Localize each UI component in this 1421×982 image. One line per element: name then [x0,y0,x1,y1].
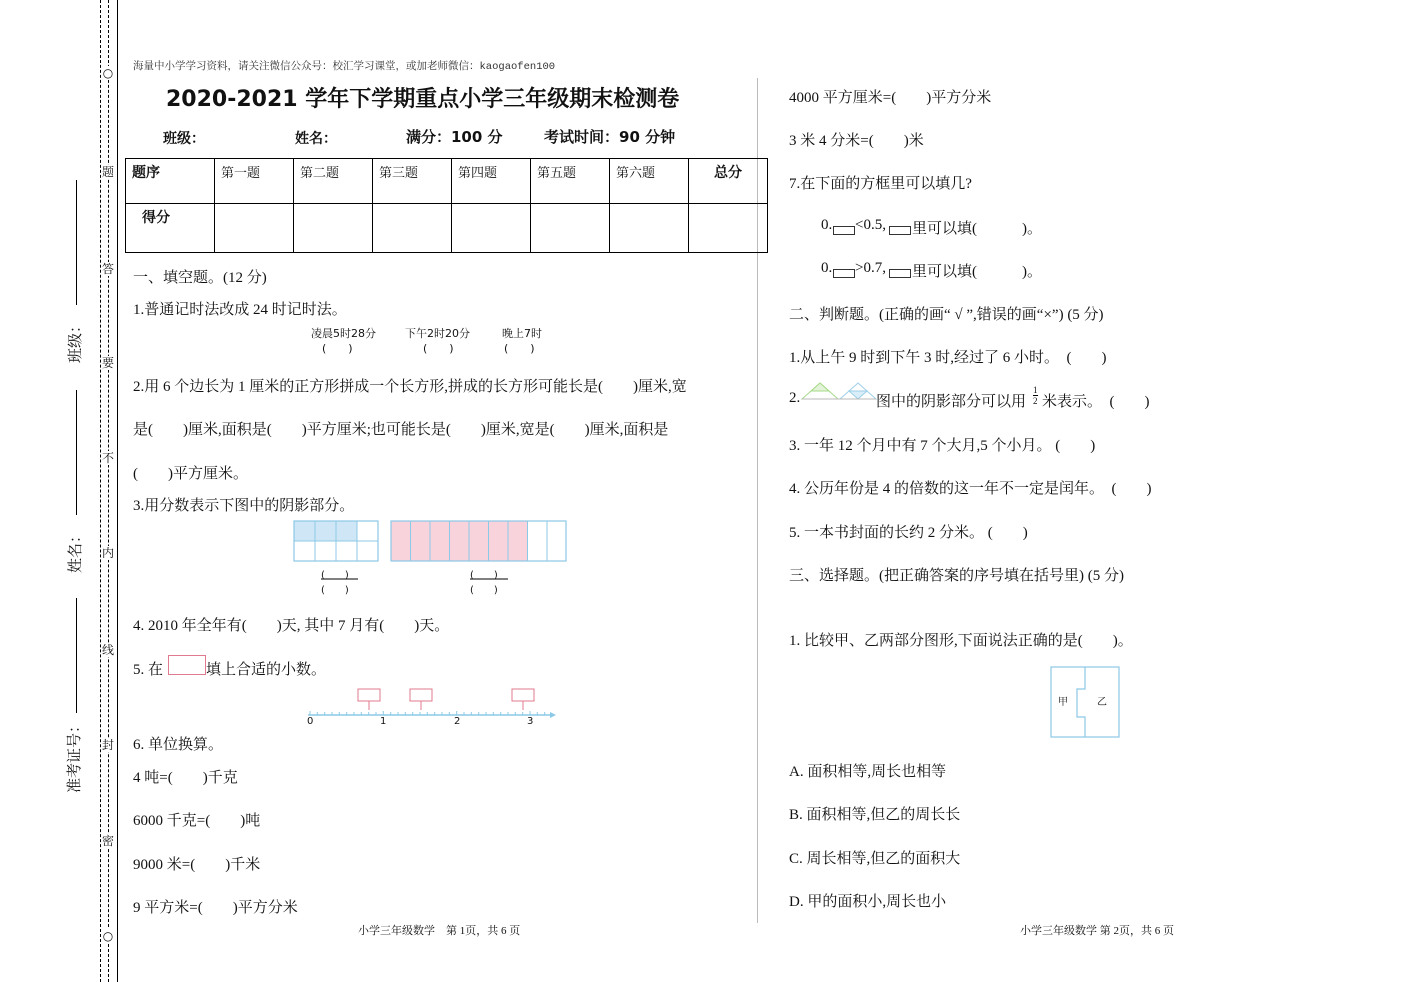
binding-exam-number-label: 准考证号： [65,717,84,794]
choice-option-b[interactable]: B. 面积相等,但乙的周长长 [789,807,961,823]
q7b-middle: >0.7, [855,260,886,276]
fraction-denominator: 2 [1033,396,1038,406]
seal-char: ○ [102,66,114,80]
judge-item-2-end: 米表示。 ( ) [1042,394,1150,410]
score-cell[interactable] [610,204,689,253]
footer-page-1: 小学三年级数学 第 1页，共 6 页 [358,925,521,937]
score-header: 第四题 [452,159,531,204]
pink-strip-figure [391,521,566,561]
q7b-prefix: 0. [821,260,833,276]
conversion-item: 9000 米=( )千米 [133,857,261,873]
q7a-suffix: 里可以填( )。 [912,221,1042,237]
fraction-denominator-paren[interactable]: ( ) [470,585,498,596]
header-note: 海量中小学学习资料，请关注微信公众号：校汇学习课堂，或加老师微信：kaogaofen100 [133,61,556,73]
answer-box [168,655,206,675]
yi-label: 乙 [1097,697,1107,708]
fraction-numerator-paren[interactable]: ( ) [321,570,349,581]
numline-label: 0 [307,716,314,727]
fraction-denominator-paren[interactable]: ( ) [321,585,349,596]
section-2-heading: 二、判断题。(正确的画“ √ ”,错误的画“×”) (5 分) [789,307,1104,323]
q7a-prefix: 0. [821,217,833,233]
judge-item-5: 5. 一本书封面的长约 2 分米。 ( ) [789,525,1028,541]
info-class: 班级： [163,131,205,147]
fraction-half [1033,385,1038,406]
score-header: 第三题 [373,159,452,204]
binding-name-label: 姓名： [66,527,85,574]
question-2-line-2: 是( )厘米,面积是( )平方厘米;也可能长是( )厘米,宽是( )厘米,面积是 [133,422,669,438]
seal-char: 要 [101,356,114,370]
question-4: 4. 2010 年全年有( )天, 其中 7 月有( )天。 [133,618,450,634]
info-name: 姓名： [295,131,337,147]
section-3-heading: 三、选择题。(把正确答案的序号填在括号里) (5 分) [789,568,1124,584]
seal-char: 封 [101,738,114,752]
triangles-figure [801,382,877,400]
time-item: 下午2时20分 [405,327,470,340]
judge-item-2-prefix: 2. [789,390,801,406]
question-2-line-1: 2.用 6 个边长为 1 厘米的正方形拼成一个长方形,拼成的长方形可能长是( )厘米,宽 [133,379,687,395]
fraction-numerator-paren[interactable]: ( ) [470,570,498,581]
question-6: 6. 单位换算。 [133,737,224,753]
answer-box[interactable] [833,226,855,235]
seal-char: 密 [101,834,114,848]
jia-label: 甲 [1058,697,1068,708]
numline-label: 1 [380,716,387,727]
binding-solid-line [117,0,118,982]
conversion-item: 4 吨=( )千克 [133,770,238,786]
question-3: 3.用分数表示下图中的阴影部分。 [133,498,355,514]
name-blank-line [76,390,77,515]
score-header: 第二题 [294,159,373,204]
page-title: 2020-2021 学年下学期重点小学三年级期末检测卷 [166,87,680,112]
question-2-line-3: ( )平方厘米。 [133,466,248,482]
question-5-prefix: 5. 在 [133,662,164,678]
time-item: 晚上7时 [502,327,542,340]
judge-item-4: 4. 公历年份是 4 的倍数的这一年不一定是闰年。 ( ) [789,481,1152,497]
question-7: 7.在下面的方框里可以填几? [789,176,972,192]
time-item: 凌晨5时28分 [311,327,376,340]
question-1: 1.普通记时法改成 24 时记时法。 [133,302,347,318]
blue-grid-figure [294,521,378,561]
score-cell[interactable] [215,204,294,253]
exam-number-blank-line [76,598,77,713]
question-5-suffix: 填上合适的小数。 [206,662,327,678]
seal-char: 内 [101,546,114,560]
q7b-suffix: 里可以填( )。 [912,264,1042,280]
conversion-item: 3 米 4 分米=( )米 [789,133,924,149]
answer-box[interactable] [833,269,855,278]
numline-label: 2 [454,716,461,727]
choice-question-1: 1. 比较甲、乙两部分图形,下面说法正确的是( )。 [789,633,1133,649]
score-table [125,158,768,253]
binding-class-label: 班级： [66,317,85,364]
info-full-score: 满分：100 分 [406,128,503,146]
class-blank-line [76,180,77,305]
seal-char: 线 [101,643,114,657]
seal-char: 答 [101,262,114,276]
score-cell[interactable] [689,204,768,253]
answer-paren[interactable]: ( ) [423,342,454,355]
choice-option-c[interactable]: C. 周长相等,但乙的面积大 [789,851,961,867]
conversion-item: 4000 平方厘米=( )平方分米 [789,90,992,106]
answer-box[interactable] [889,226,911,235]
seal-char: ○ [102,929,114,943]
score-header: 第一题 [215,159,294,204]
answer-box[interactable] [889,269,911,278]
choice-option-a[interactable]: A. 面积相等,周长也相等 [789,764,947,780]
answer-paren[interactable]: ( ) [504,342,535,355]
judge-item-3: 3. 一年 12 个月中有 7 个大月,5 个小月。 ( ) [789,438,1096,454]
info-exam-time: 考试时间：90 分钟 [544,128,676,146]
conversion-item: 9 平方米=( )平方分米 [133,900,298,916]
number-line [300,686,560,732]
judge-item-1: 1.从上午 9 时到下午 3 时,经过了 6 小时。 ( ) [789,350,1107,366]
judge-item-2-text: 图中的阴影部分可以用 [876,394,1027,410]
q7a-middle: <0.5, [855,217,886,233]
score-cell[interactable] [294,204,373,253]
score-header: 第六题 [610,159,689,204]
choice-option-d[interactable]: D. 甲的面积小,周长也小 [789,894,947,910]
score-header: 总分 [689,159,768,204]
seal-char: 不 [101,451,114,465]
answer-paren[interactable]: ( ) [322,342,353,355]
section-1-heading: 一、填空题。(12 分) [133,270,267,286]
score-row-label: 得分 [126,204,215,253]
score-cell[interactable] [531,204,610,253]
numline-label: 3 [527,716,534,727]
score-header: 题序 [126,159,215,204]
score-header: 第五题 [531,159,610,204]
score-cell[interactable] [452,204,531,253]
score-cell[interactable] [373,204,452,253]
seal-char: 题 [101,165,114,179]
footer-page-2: 小学三年级数学 第 2页，共 6 页 [1020,925,1174,937]
fraction-numerator: 1 [1033,385,1038,395]
conversion-item: 6000 千克=( )吨 [133,813,261,829]
